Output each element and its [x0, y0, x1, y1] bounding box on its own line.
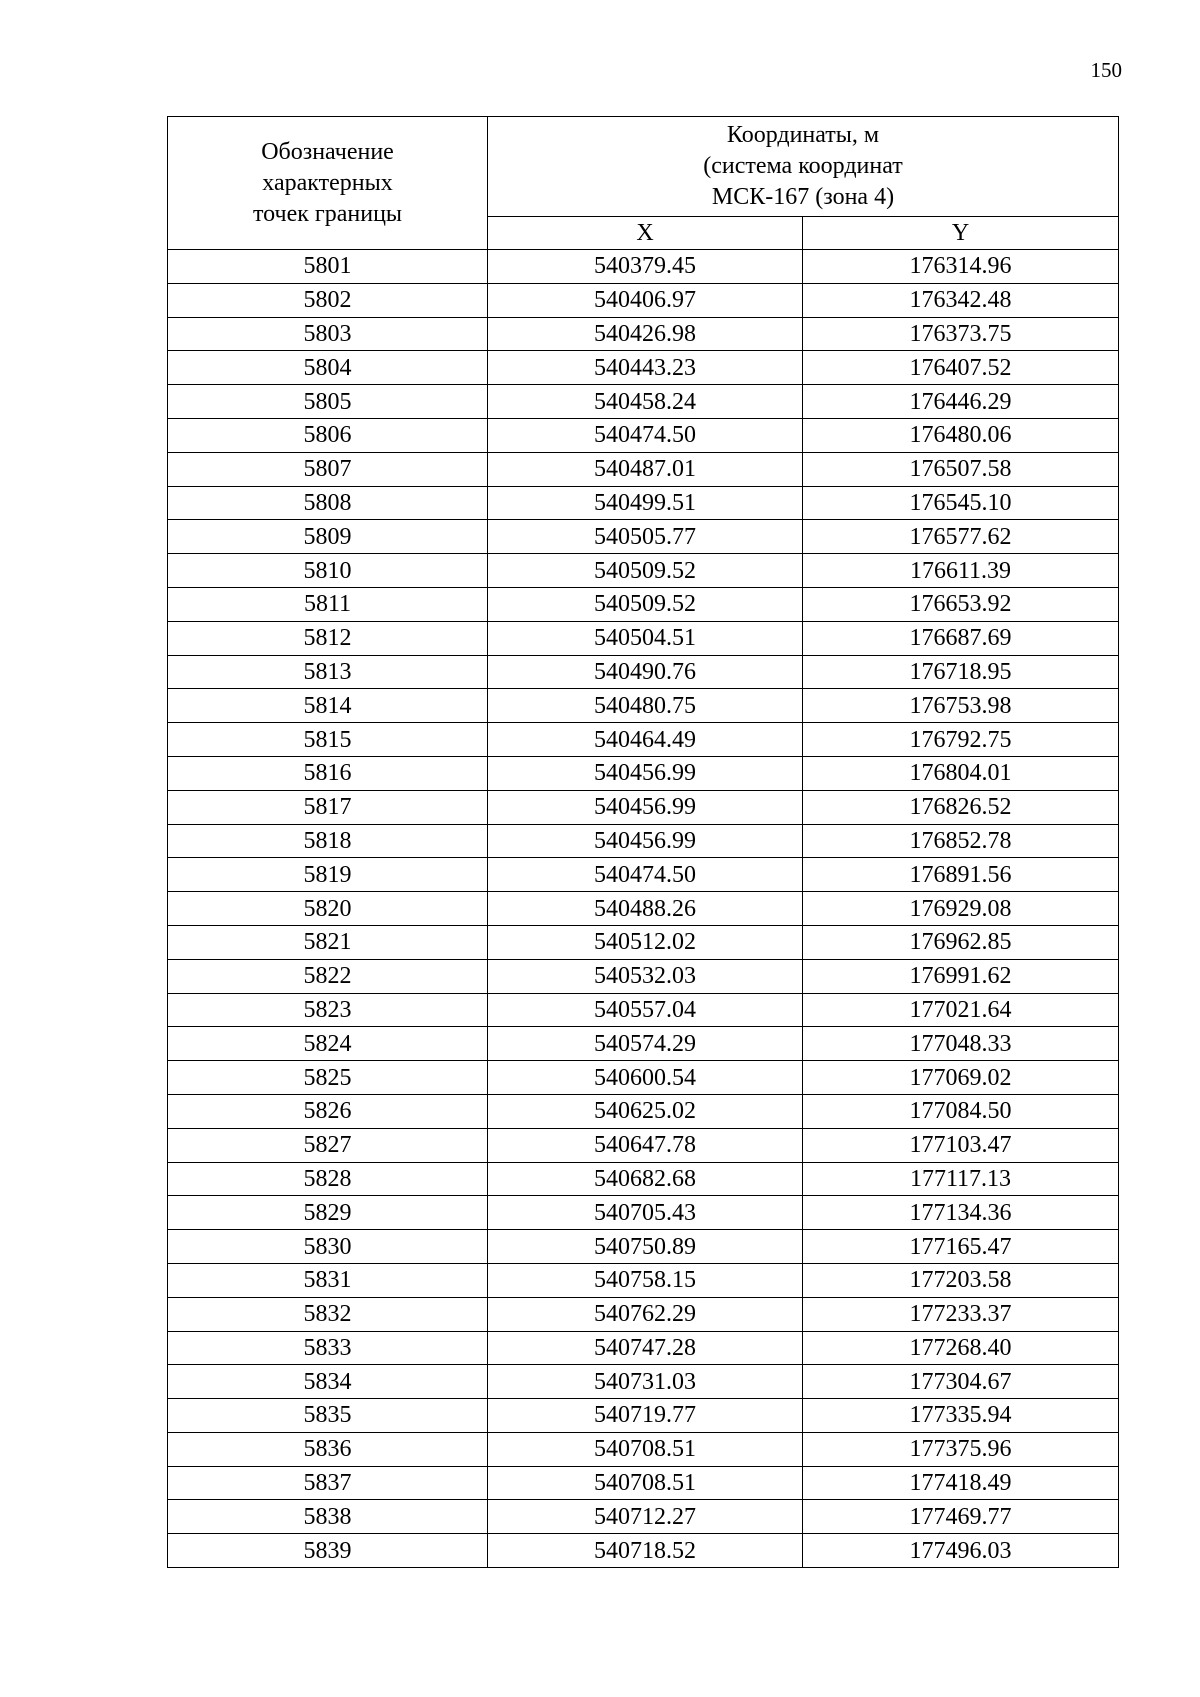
x-coordinate-cell: 540456.99	[488, 756, 803, 790]
table-row	[168, 1466, 1119, 1500]
point-id-cell: 5829	[168, 1196, 488, 1230]
point-id-cell: 5810	[168, 554, 488, 588]
point-id-cell: 5837	[168, 1466, 488, 1500]
x-coordinate-cell: 540600.54	[488, 1061, 803, 1095]
x-coordinate-cell: 540480.75	[488, 689, 803, 723]
point-id-cell: 5831	[168, 1263, 488, 1297]
table-row	[168, 1331, 1119, 1365]
y-coordinate-cell: 176891.56	[803, 858, 1119, 892]
point-id-cell: 5821	[168, 925, 488, 959]
x-coordinate-cell: 540750.89	[488, 1230, 803, 1264]
header-line: характерных	[262, 169, 393, 196]
x-coordinate-cell: 540712.27	[488, 1500, 803, 1534]
x-coordinate-cell: 540456.99	[488, 824, 803, 858]
point-id-cell: 5835	[168, 1399, 488, 1433]
table-row	[168, 1365, 1119, 1399]
y-coordinate-cell: 176342.48	[803, 283, 1119, 317]
y-coordinate-cell: 176929.08	[803, 892, 1119, 926]
table-row	[168, 250, 1119, 284]
table-header	[168, 117, 1119, 250]
table-row	[168, 1162, 1119, 1196]
point-id-cell: 5823	[168, 993, 488, 1027]
page-number: 150	[1090, 58, 1122, 82]
table-row	[168, 452, 1119, 486]
y-coordinate-cell: 176962.85	[803, 925, 1119, 959]
x-coordinate-cell: 540490.76	[488, 655, 803, 689]
header-line: МСК-167 (зона 4)	[711, 183, 895, 210]
y-coordinate-cell: 177375.96	[803, 1432, 1119, 1466]
x-coordinate-cell: 540532.03	[488, 959, 803, 993]
table-row	[168, 1432, 1119, 1466]
header-line: Обозначение	[261, 138, 394, 165]
table-row	[168, 385, 1119, 419]
x-coordinate-cell: 540574.29	[488, 1027, 803, 1061]
x-coordinate-cell: 540499.51	[488, 486, 803, 520]
x-coordinate-cell: 540682.68	[488, 1162, 803, 1196]
point-id-cell: 5834	[168, 1365, 488, 1399]
y-coordinate-cell: 177418.49	[803, 1466, 1119, 1500]
table-row	[168, 756, 1119, 790]
y-coordinate-cell: 177469.77	[803, 1500, 1119, 1534]
y-coordinate-cell: 177335.94	[803, 1399, 1119, 1433]
point-id-cell: 5805	[168, 385, 488, 419]
point-id-cell: 5814	[168, 689, 488, 723]
table-row	[168, 655, 1119, 689]
table-row	[168, 892, 1119, 926]
x-coordinate-cell: 540505.77	[488, 520, 803, 554]
y-coordinate-cell: 176407.52	[803, 351, 1119, 385]
table-row	[168, 1094, 1119, 1128]
x-coordinate-cell: 540509.52	[488, 587, 803, 621]
table-row	[168, 1500, 1119, 1534]
point-id-cell: 5809	[168, 520, 488, 554]
table-row	[168, 554, 1119, 588]
table-row	[168, 858, 1119, 892]
y-coordinate-cell: 177233.37	[803, 1297, 1119, 1331]
table-row	[168, 1196, 1119, 1230]
point-id-cell: 5833	[168, 1331, 488, 1365]
table-row	[168, 283, 1119, 317]
y-coordinate-cell: 176852.78	[803, 824, 1119, 858]
x-coordinate-cell: 540647.78	[488, 1128, 803, 1162]
y-coordinate-cell: 177134.36	[803, 1196, 1119, 1230]
point-id-cell: 5812	[168, 621, 488, 655]
table-row	[168, 959, 1119, 993]
table-row	[168, 824, 1119, 858]
point-id-cell: 5826	[168, 1094, 488, 1128]
point-id-cell: 5827	[168, 1128, 488, 1162]
x-coordinate-cell: 540708.51	[488, 1466, 803, 1500]
header-line: Координаты, м	[726, 121, 880, 148]
point-id-cell: 5801	[168, 250, 488, 284]
table-row	[168, 993, 1119, 1027]
y-coordinate-cell: 177203.58	[803, 1263, 1119, 1297]
point-id-cell: 5803	[168, 317, 488, 351]
x-coordinate-cell: 540426.98	[488, 317, 803, 351]
y-coordinate-cell: 176792.75	[803, 723, 1119, 757]
point-id-cell: 5815	[168, 723, 488, 757]
point-id-cell: 5820	[168, 892, 488, 926]
y-coordinate-cell: 177069.02	[803, 1061, 1119, 1095]
table-row	[168, 1297, 1119, 1331]
y-coordinate-cell: 177103.47	[803, 1128, 1119, 1162]
x-coordinate-cell: 540456.99	[488, 790, 803, 824]
x-coordinate-cell: 540705.43	[488, 1196, 803, 1230]
y-coordinate-cell: 176480.06	[803, 418, 1119, 452]
point-id-cell: 5838	[168, 1500, 488, 1534]
table-row	[168, 621, 1119, 655]
point-id-cell: 5802	[168, 283, 488, 317]
point-id-cell: 5832	[168, 1297, 488, 1331]
x-coordinate-cell: 540464.49	[488, 723, 803, 757]
y-coordinate-cell: 177496.03	[803, 1534, 1119, 1568]
table-row	[168, 317, 1119, 351]
table-row	[168, 418, 1119, 452]
y-coordinate-cell: 177021.64	[803, 993, 1119, 1027]
point-id-cell: 5824	[168, 1027, 488, 1061]
x-coordinate-cell: 540731.03	[488, 1365, 803, 1399]
x-coordinate-cell: 540719.77	[488, 1399, 803, 1433]
y-coordinate-cell: 176826.52	[803, 790, 1119, 824]
y-coordinate-cell: 177165.47	[803, 1230, 1119, 1264]
y-coordinate-cell: 176577.62	[803, 520, 1119, 554]
x-coordinate-cell: 540708.51	[488, 1432, 803, 1466]
coordinates-header	[488, 117, 1119, 217]
y-coordinate-cell: 176753.98	[803, 689, 1119, 723]
y-coordinate-cell: 176507.58	[803, 452, 1119, 486]
point-id-cell: 5822	[168, 959, 488, 993]
coordinates-table	[167, 116, 1119, 1568]
point-id-cell: 5813	[168, 655, 488, 689]
y-coordinate-cell: 176718.95	[803, 655, 1119, 689]
point-id-cell: 5818	[168, 824, 488, 858]
table-row	[168, 925, 1119, 959]
y-coordinate-cell: 176314.96	[803, 250, 1119, 284]
x-coordinate-cell: 540406.97	[488, 283, 803, 317]
table-row	[168, 1027, 1119, 1061]
y-coordinate-cell: 176611.39	[803, 554, 1119, 588]
point-id-cell: 5804	[168, 351, 488, 385]
x-coordinate-cell: 540557.04	[488, 993, 803, 1027]
point-id-cell: 5828	[168, 1162, 488, 1196]
point-id-cell: 5836	[168, 1432, 488, 1466]
x-coordinate-cell: 540488.26	[488, 892, 803, 926]
x-coordinate-cell: 540512.02	[488, 925, 803, 959]
x-coordinate-cell: 540758.15	[488, 1263, 803, 1297]
y-column-header: Y	[803, 216, 1119, 249]
x-coordinate-cell: 540474.50	[488, 418, 803, 452]
table-row	[168, 689, 1119, 723]
point-designation-header	[168, 117, 488, 250]
table-row	[168, 790, 1119, 824]
y-coordinate-cell: 176687.69	[803, 621, 1119, 655]
y-coordinate-cell: 176373.75	[803, 317, 1119, 351]
point-id-cell: 5819	[168, 858, 488, 892]
table-row	[168, 1230, 1119, 1264]
x-coordinate-cell: 540747.28	[488, 1331, 803, 1365]
y-coordinate-cell: 176446.29	[803, 385, 1119, 419]
point-id-cell: 5830	[168, 1230, 488, 1264]
point-id-cell: 5816	[168, 756, 488, 790]
table-row	[168, 486, 1119, 520]
point-id-cell: 5807	[168, 452, 488, 486]
y-coordinate-cell: 176653.92	[803, 587, 1119, 621]
x-coordinate-cell: 540458.24	[488, 385, 803, 419]
x-coordinate-cell: 540509.52	[488, 554, 803, 588]
y-coordinate-cell: 177084.50	[803, 1094, 1119, 1128]
x-coordinate-cell: 540762.29	[488, 1297, 803, 1331]
header-line: (система координат	[703, 152, 903, 179]
x-coordinate-cell: 540379.45	[488, 250, 803, 284]
y-coordinate-cell: 176804.01	[803, 756, 1119, 790]
y-coordinate-cell: 177117.13	[803, 1162, 1119, 1196]
x-coordinate-cell: 540625.02	[488, 1094, 803, 1128]
point-id-cell: 5811	[168, 587, 488, 621]
table-row	[168, 587, 1119, 621]
table-body	[168, 250, 1119, 1568]
x-column-header: X	[488, 216, 803, 249]
x-coordinate-cell: 540443.23	[488, 351, 803, 385]
table-row	[168, 1399, 1119, 1433]
point-id-cell: 5808	[168, 486, 488, 520]
y-coordinate-cell: 176991.62	[803, 959, 1119, 993]
y-coordinate-cell: 176545.10	[803, 486, 1119, 520]
point-id-cell: 5817	[168, 790, 488, 824]
table-row	[168, 520, 1119, 554]
y-coordinate-cell: 177048.33	[803, 1027, 1119, 1061]
x-coordinate-cell: 540474.50	[488, 858, 803, 892]
x-coordinate-cell: 540487.01	[488, 452, 803, 486]
table-row	[168, 723, 1119, 757]
point-id-cell: 5825	[168, 1061, 488, 1095]
y-coordinate-cell: 177268.40	[803, 1331, 1119, 1365]
y-coordinate-cell: 177304.67	[803, 1365, 1119, 1399]
x-coordinate-cell: 540504.51	[488, 621, 803, 655]
table-row	[168, 1263, 1119, 1297]
header-line: точек границы	[252, 200, 403, 227]
table-row	[168, 1128, 1119, 1162]
table-row	[168, 1061, 1119, 1095]
point-id-cell: 5806	[168, 418, 488, 452]
x-coordinate-cell: 540718.52	[488, 1534, 803, 1568]
point-id-cell: 5839	[168, 1534, 488, 1568]
table-row	[168, 1534, 1119, 1568]
table-row	[168, 351, 1119, 385]
